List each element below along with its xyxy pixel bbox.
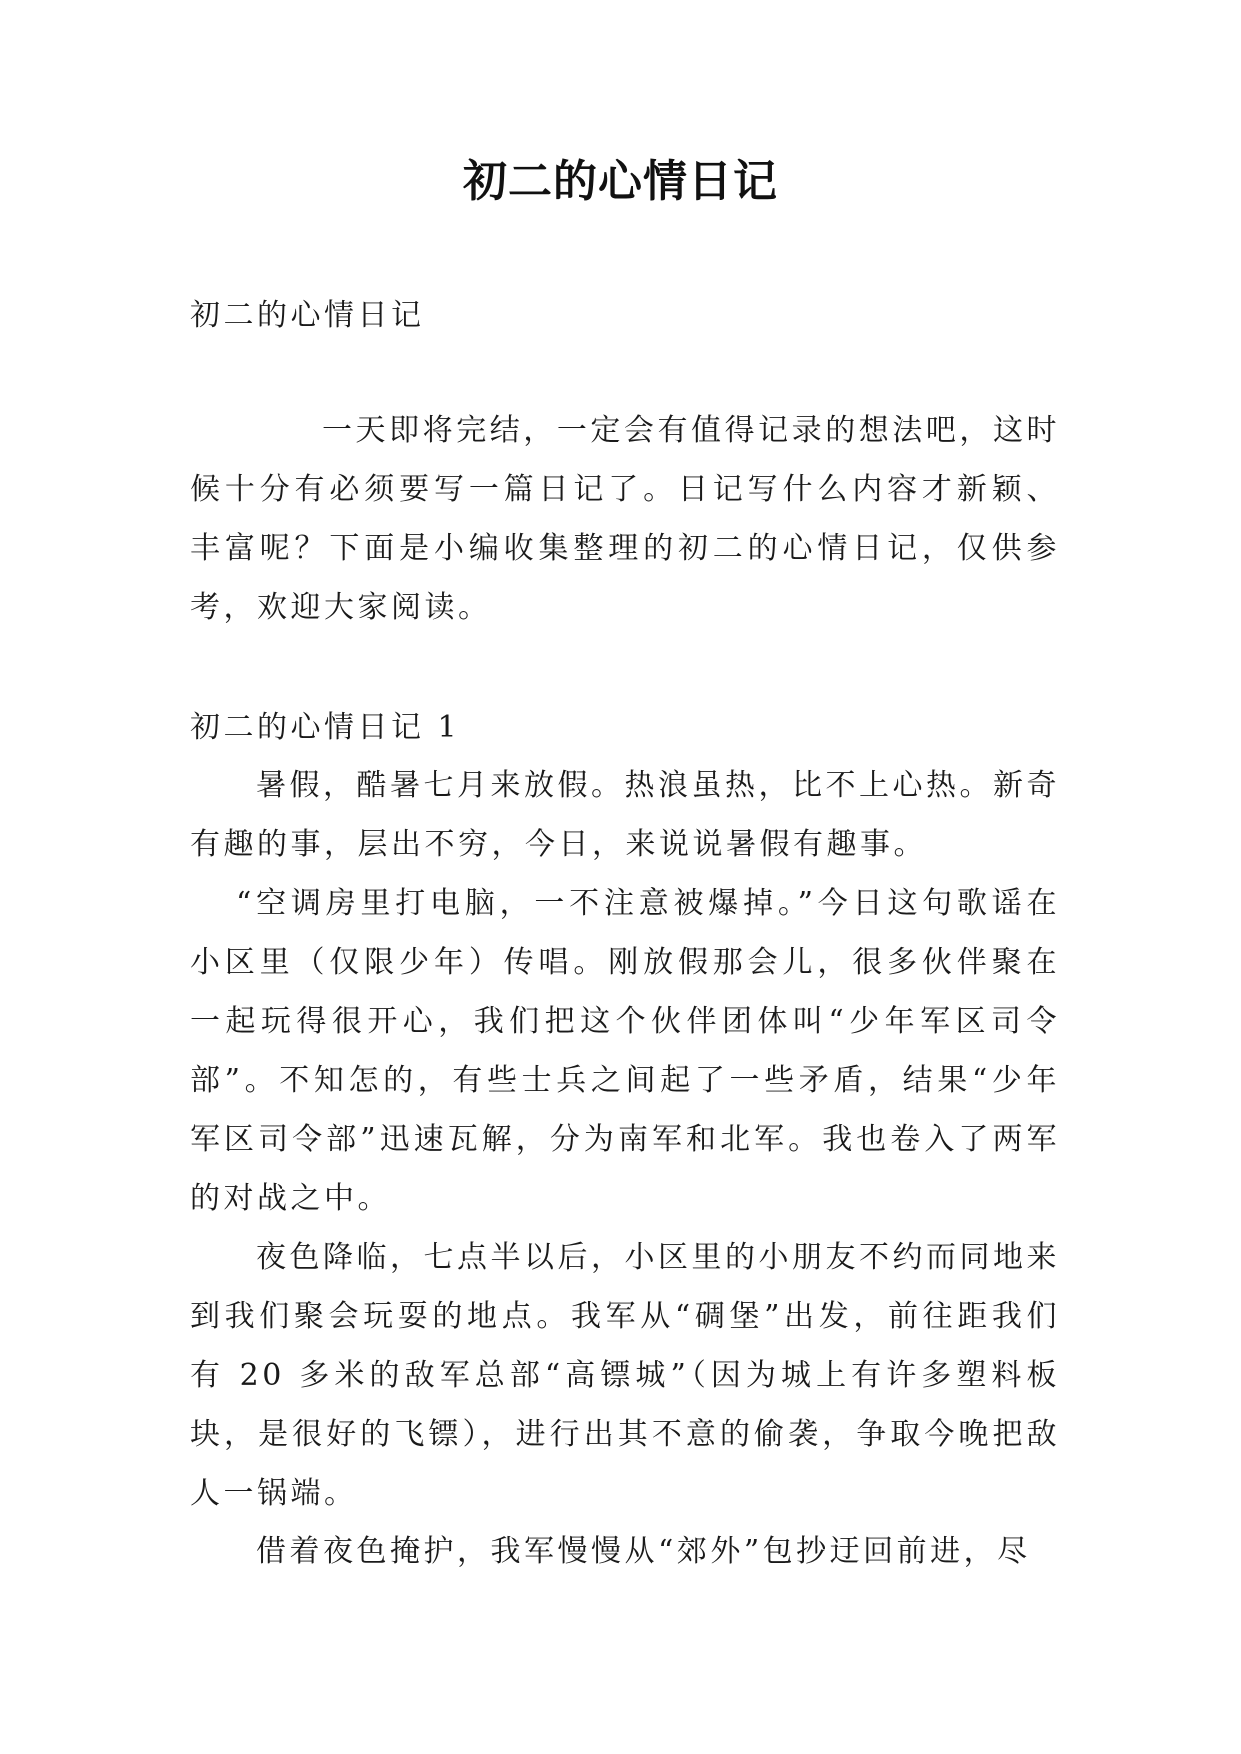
document-subtitle: 初二的心情日记 [190, 298, 425, 333]
body-paragraph-4: 借着夜色掩护，我军慢慢从“郊外”包抄迂回前进，尽 [256, 1534, 1031, 1569]
intro-paragraph: 一天即将完结，一定会有值得记录的想法吧，这时候十分有必须要写一篇日记了。日记写什么内容才新颖、丰富呢？下面是小编收集整理的初二的心情日记，仅供参考，欢迎大家阅读。 [190, 413, 1060, 625]
body-paragraph-3: 夜色降临，七点半以后，小区里的小朋友不约而同地来到我们聚会玩耍的地点。我军从“碉堡”出发，前往距我们有 20 多米的敌军总部“高镖城”（因为城上有许多塑料板块，是很好的飞镖），进行出其不意的偷袭，争取今晚把敌人一锅端。 [190, 1240, 1060, 1511]
body-paragraph-1: 暑假，酷暑七月来放假。热浪虽热，比不上心热。新奇有趣的事，层出不穷，今日，来说说暑假有趣事。 [190, 768, 1060, 862]
body-paragraph-2: “空调房里打电脑，一不注意被爆掉。”今日这句歌谣在小区里（仅限少年）传唱。刚放假那会儿，很多伙伴聚在一起玩得很开心，我们把这个伙伴团体叫“少年军区司令部”。不知怎的，有些士兵之间起了一些矛盾，结果“少年军区司令部”迅速瓦解，分为南军和北军。我也卷入了两军的对战之中。 [190, 886, 1060, 1216]
section-heading: 初二的心情日记 1 [190, 710, 461, 745]
document-title: 初二的心情日记 [463, 156, 778, 207]
